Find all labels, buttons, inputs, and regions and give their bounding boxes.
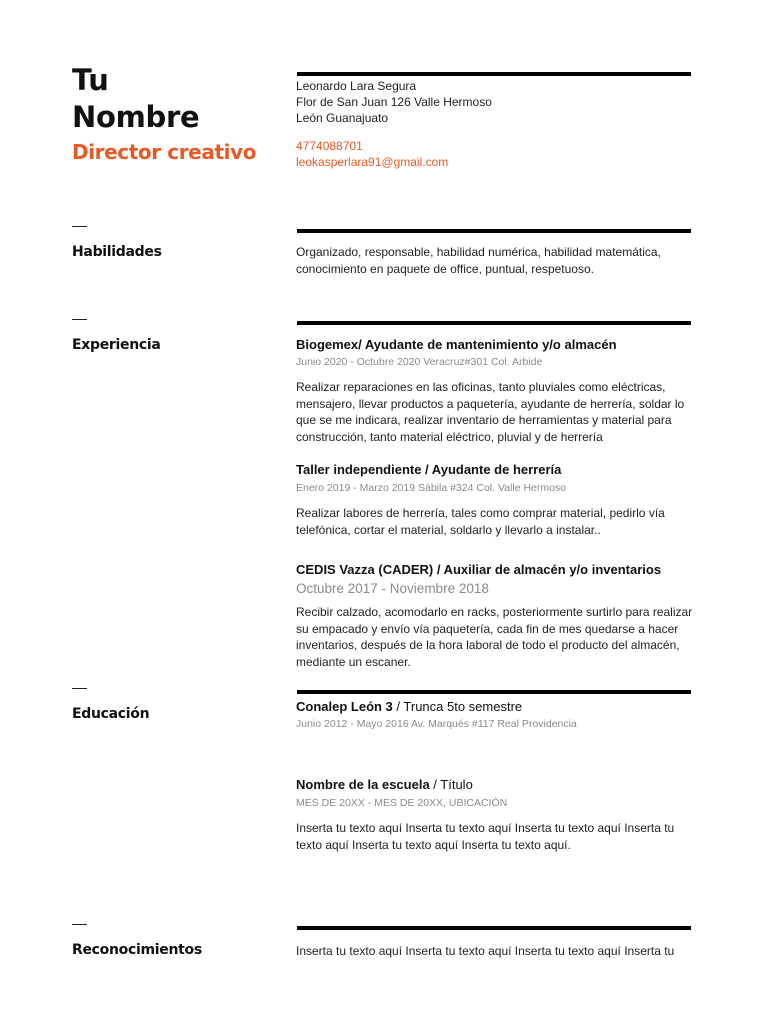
education-description-2: Inserta tu texto aquí Inserta tu texto aquí Inserta tu texto aquí Inserta tu texto aquí Inserta tu texto aquí Inserta tu texto aquí. <box>296 821 675 852</box>
skills-dash <box>72 226 87 227</box>
education-entry-1-title <box>296 699 522 714</box>
job-role: Director creativo <box>72 140 257 164</box>
job-meta-2: Enero 2019 - Marzo 2019 Sábila #324 Col. Valle Hermoso <box>296 482 567 494</box>
education-divider <box>297 690 691 694</box>
education-meta-1: Junio 2012 - Mayo 2016 Av. Marqués #117 Real Providencia <box>296 718 577 730</box>
job-meta-3: Octubre 2017 - Noviembre 2018 <box>296 581 489 596</box>
education-entry-2-title <box>296 777 473 792</box>
contact-full-name: Leonardo Lara Segura <box>296 79 417 93</box>
job-description-2: Realizar labores de herrería, tales como comprar material, pedirlo vía telefónica, cortar el material, soldarlo y llevarlo a instalar.. <box>296 506 665 537</box>
skills-text: Organizado, responsable, habilidad numérica, habilidad matemática, conocimiento en paquete de office, puntual, respetuoso. <box>296 245 661 276</box>
skills-divider <box>297 229 691 233</box>
education-meta-2: MES DE 20XX - MES DE 20XX, UBICACIÓN <box>296 797 508 809</box>
experience-section-title: Experiencia <box>72 337 161 353</box>
awards-dash <box>72 924 87 925</box>
education-degree-2: Título <box>440 777 473 792</box>
job-title-3: CEDIS Vazza (CADER) / Auxiliar de almacén y/o inventarios <box>296 562 662 577</box>
contact-address-line-1: Flor de San Juan 126 Valle Hermoso <box>296 95 492 109</box>
job-title-1: Biogemex/ Ayudante de mantenimiento y/o almacén <box>296 337 617 352</box>
education-separator-2: / <box>429 777 441 792</box>
education-separator-1: / <box>392 699 404 714</box>
contact-phone: 4774088701 <box>296 139 363 153</box>
name-line-2: Nombre <box>72 100 200 134</box>
awards-section-title: Reconocimientos <box>72 942 202 958</box>
name-line-1: Tu <box>72 63 109 97</box>
awards-text: Inserta tu texto aquí Inserta tu texto aquí Inserta tu texto aquí Inserta tu <box>296 944 675 958</box>
experience-divider <box>297 321 691 325</box>
experience-dash <box>72 319 87 320</box>
job-description-1: Realizar reparaciones en las oficinas, tanto pluviales como eléctricas, mensajero, llevar productos a paquetería, ayudante de herrería, soldar lo que se me indicara, realizar inventario de herramientas y material para construcción, tanto material eléctrico, pluvial y de herrería <box>296 380 685 444</box>
candidate-name <box>72 62 199 136</box>
contact-email[interactable]: leokasperlara91@gmail.com <box>296 155 449 169</box>
job-description-3: Recibir calzado, acomodarlo en racks, posteriormente surtirlo para realizar su empacado y envío vía paquetería, cada fin de mes quedarse a hacer inventarios, después de la hora laboral de todo el producto del almacén, mediante un escaner. <box>296 605 693 669</box>
education-dash <box>72 688 87 689</box>
contact-divider <box>297 72 691 76</box>
education-school-1: Conalep León 3 <box>296 699 393 714</box>
education-section-title: Educación <box>72 706 150 722</box>
awards-divider <box>297 926 691 930</box>
skills-section-title: Habilidades <box>72 244 162 260</box>
education-degree-1: Trunca 5to semestre <box>403 699 523 714</box>
job-meta-1: Junio 2020 - Octubre 2020 Veracruz#301 Col. Arbide <box>296 356 543 368</box>
job-title-2: Taller independiente / Ayudante de herrería <box>296 462 562 477</box>
education-school-2: Nombre de la escuela <box>296 777 430 792</box>
contact-address-line-2: León Guanajuato <box>296 111 389 125</box>
